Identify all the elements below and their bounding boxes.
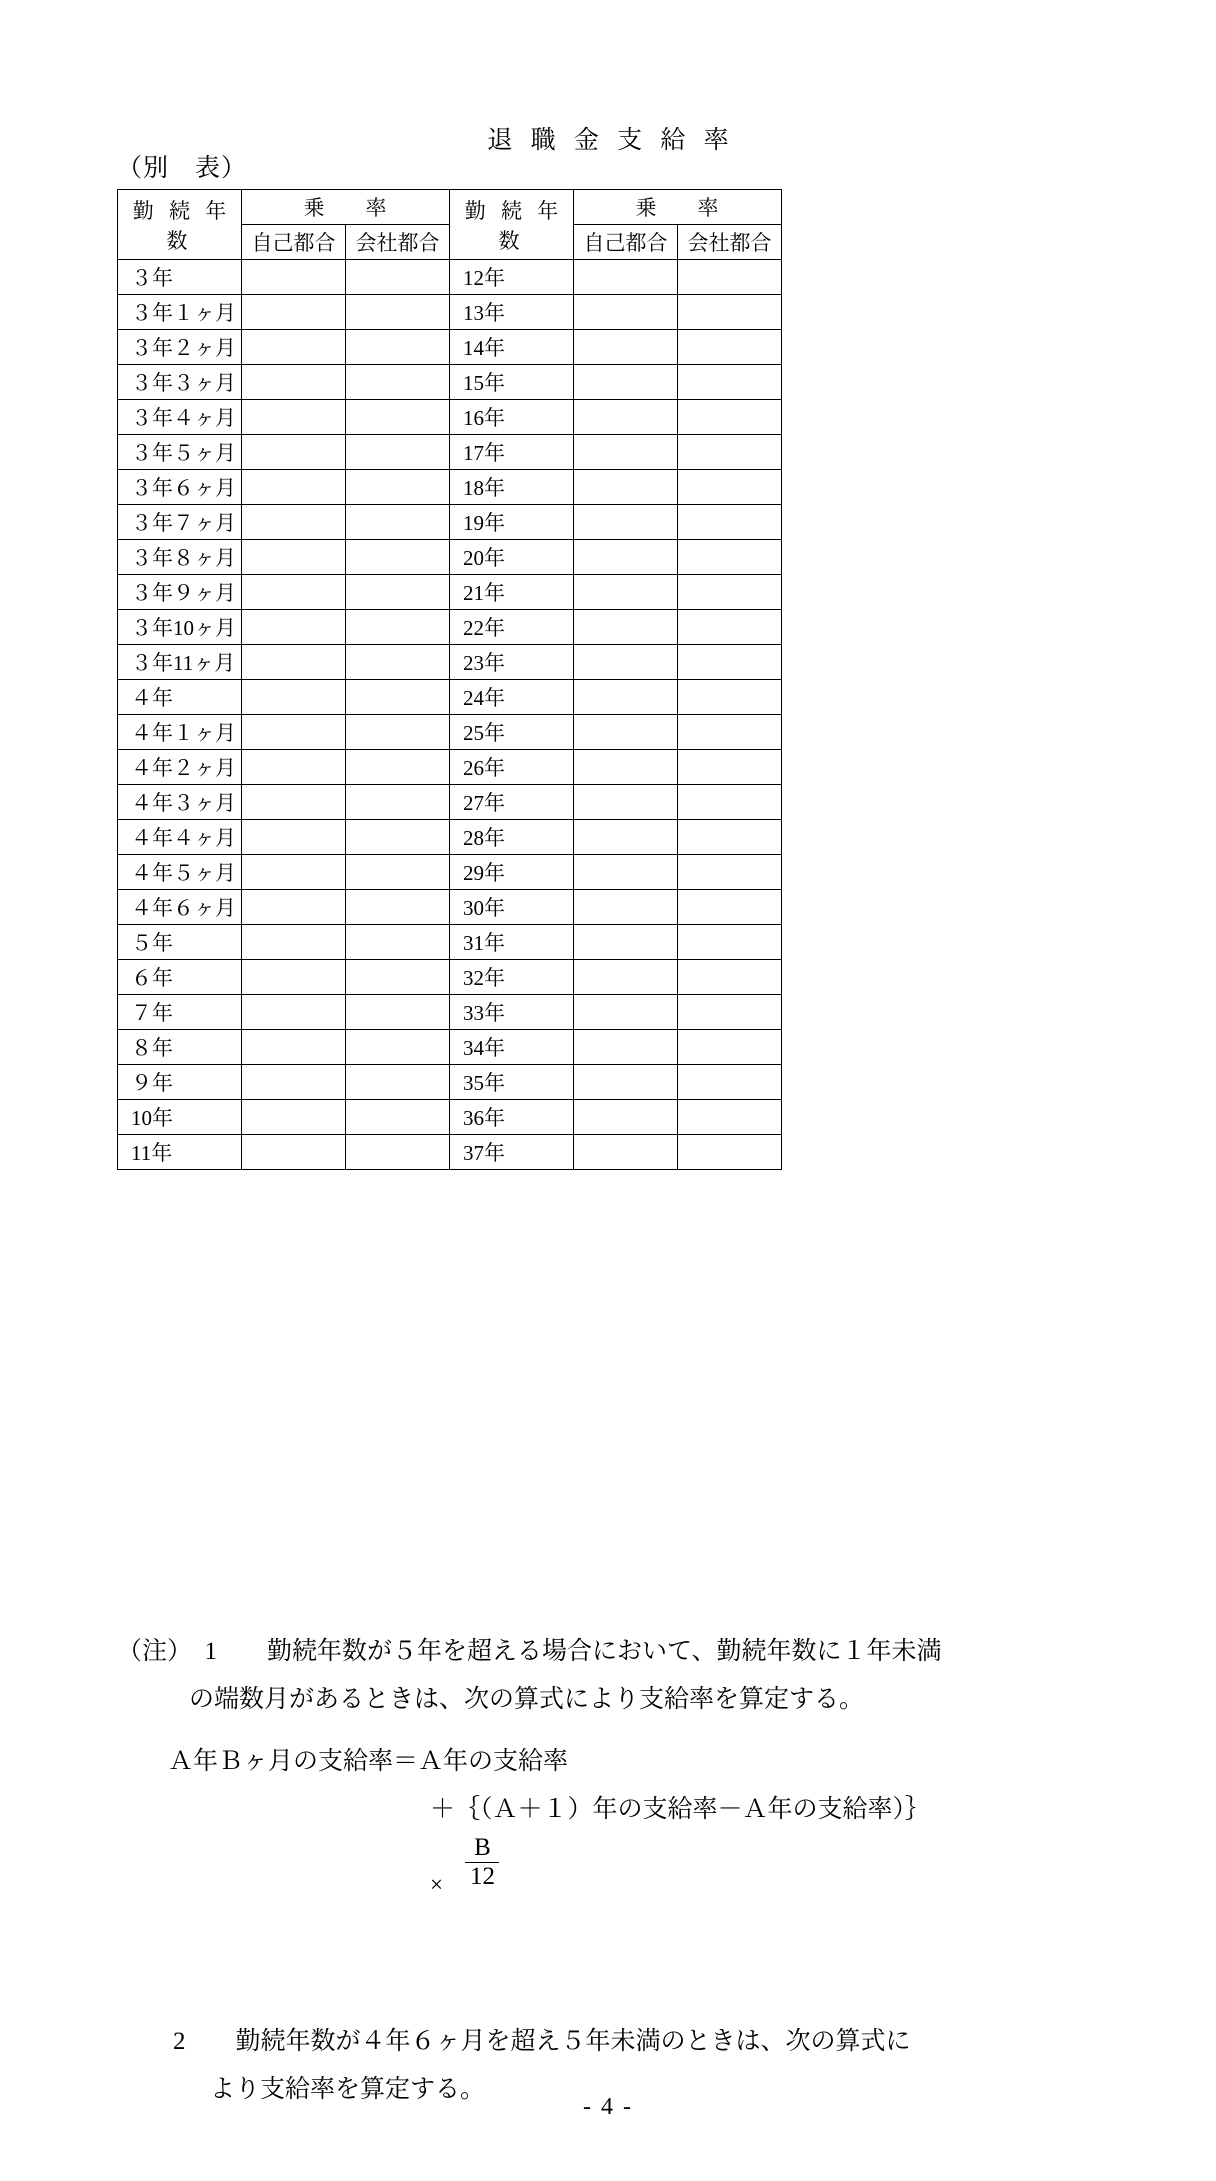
cell-company-rate-left [346,750,450,785]
cell-self-rate-left [242,435,346,470]
cell-self-rate-right [574,400,678,435]
cell-years-right: 28年 [450,820,574,855]
cell-company-rate-right [678,785,782,820]
cell-years-right: 35年 [450,1065,574,1100]
cell-self-rate-right [574,855,678,890]
cell-company-rate-right [678,855,782,890]
cell-company-rate-right [678,435,782,470]
cell-years-right: 34年 [450,1030,574,1065]
cell-self-rate-right [574,785,678,820]
cell-company-rate-right [678,260,782,295]
cell-company-rate-right [678,540,782,575]
cell-years-left: ３年11ヶ月 [118,645,242,680]
cell-company-rate-left [346,960,450,995]
cell-years-right: 37年 [450,1135,574,1170]
formula-fraction [430,1834,502,1898]
cell-self-rate-left [242,855,346,890]
cell-self-rate-left [242,1030,346,1065]
cell-self-rate-right [574,645,678,680]
cell-self-rate-left [242,260,346,295]
table-row [118,715,782,750]
cell-self-rate-right [574,540,678,575]
page-number: - 4 - [583,2094,633,2120]
cell-company-rate-right [678,400,782,435]
table-row [118,435,782,470]
formula-line-1: Ａ年Ｂヶ月の支給率＝Ａ年の支給率 [168,1748,569,1775]
cell-years-left: 11年 [118,1135,242,1170]
cell-self-rate-right [574,1065,678,1100]
cell-company-rate-right [678,1030,782,1065]
table-row [118,260,782,295]
cell-years-left: ３年 [118,260,242,295]
cell-self-rate-left [242,610,346,645]
header-rate-right-char1: 乗 [635,196,658,220]
cell-self-rate-right [574,750,678,785]
cell-self-rate-right [574,295,678,330]
cell-company-rate-left [346,645,450,680]
table-row [118,610,782,645]
cell-years-left: ３年８ヶ月 [118,540,242,575]
cell-self-rate-right [574,890,678,925]
cell-company-rate-left [346,1030,450,1065]
cell-years-left: ３年１ヶ月 [118,295,242,330]
cell-self-rate-left [242,470,346,505]
cell-company-rate-left [346,575,450,610]
cell-self-rate-right [574,680,678,715]
cell-company-rate-left [346,715,450,750]
cell-self-rate-right [574,995,678,1030]
severance-rate-table [117,189,782,1170]
table-row [118,330,782,365]
cell-self-rate-left [242,645,346,680]
table-header [118,190,782,260]
table-row [118,1030,782,1065]
cell-years-right: 25年 [450,715,574,750]
cell-years-right: 36年 [450,1100,574,1135]
header-company-right: 会社都合 [678,225,782,260]
cell-self-rate-left [242,715,346,750]
cell-self-rate-left [242,1065,346,1100]
cell-self-rate-right [574,435,678,470]
cell-years-right: 19年 [450,505,574,540]
cell-years-left: ８年 [118,1030,242,1065]
cell-years-left: ４年４ヶ月 [118,820,242,855]
cell-company-rate-right [678,1100,782,1135]
cell-company-rate-right [678,470,782,505]
cell-years-left: ３年４ヶ月 [118,400,242,435]
cell-company-rate-right [678,680,782,715]
table-row [118,505,782,540]
cell-years-left: ５年 [118,925,242,960]
cell-company-rate-right [678,995,782,1030]
table-row [118,890,782,925]
cell-company-rate-left [346,610,450,645]
cell-company-rate-right [678,365,782,400]
cell-years-right: 16年 [450,400,574,435]
table-header-row-1 [118,190,782,225]
table-row [118,855,782,890]
cell-self-rate-right [574,470,678,505]
cell-years-left: ４年 [118,680,242,715]
table-row [118,995,782,1030]
cell-company-rate-right [678,925,782,960]
cell-company-rate-left [346,1065,450,1100]
cell-company-rate-left [346,1100,450,1135]
note-2-line-1: 2 勤続年数が４年６ヶ月を超え５年未満のときは、次の算式に [173,2028,911,2055]
cell-company-rate-right [678,295,782,330]
cell-years-left: ４年３ヶ月 [118,785,242,820]
cell-company-rate-left [346,435,450,470]
cell-company-rate-right [678,960,782,995]
cell-years-right: 26年 [450,750,574,785]
cell-years-right: 15年 [450,365,574,400]
cell-years-right: 24年 [450,680,574,715]
table-row [118,785,782,820]
cell-self-rate-right [574,925,678,960]
cell-company-rate-right [678,575,782,610]
cell-years-right: 22年 [450,610,574,645]
cell-company-rate-right [678,330,782,365]
cell-company-rate-right [678,610,782,645]
cell-company-rate-left [346,540,450,575]
table-row [118,1065,782,1100]
fraction [463,1834,502,1892]
table-row [118,575,782,610]
cell-years-left: ３年10ヶ月 [118,610,242,645]
cell-self-rate-left [242,400,346,435]
table-row [118,365,782,400]
cell-company-rate-left [346,400,450,435]
table-row [118,680,782,715]
table-row [118,1135,782,1170]
cell-self-rate-right [574,505,678,540]
cell-company-rate-right [678,715,782,750]
cell-company-rate-left [346,680,450,715]
header-self-left: 自己都合 [242,225,346,260]
cell-self-rate-left [242,295,346,330]
cell-self-rate-left [242,330,346,365]
cell-self-rate-right [574,330,678,365]
cell-self-rate-right [574,365,678,400]
fraction-numerator: B [474,1834,491,1861]
table-row [118,645,782,680]
cell-company-rate-left [346,1135,450,1170]
cell-self-rate-left [242,820,346,855]
cell-self-rate-left [242,1100,346,1135]
cell-years-right: 32年 [450,960,574,995]
cell-company-rate-left [346,820,450,855]
table-row [118,540,782,575]
header-rate-left-char1: 乗 [303,196,326,220]
cell-years-left: ４年２ヶ月 [118,750,242,785]
cell-company-rate-left [346,995,450,1030]
cell-years-left: ４年５ヶ月 [118,855,242,890]
page-title: 退 職 金 支 給 率 [487,127,735,154]
appendix-label: （別 表） [117,155,248,182]
cell-years-left: ３年７ヶ月 [118,505,242,540]
cell-company-rate-right [678,820,782,855]
cell-self-rate-left [242,995,346,1030]
note-2-line-2: より支給率を算定する。 [210,2076,486,2103]
cell-years-right: 13年 [450,295,574,330]
cell-self-rate-left [242,750,346,785]
cell-company-rate-left [346,365,450,400]
cell-years-right: 30年 [450,890,574,925]
cell-self-rate-left [242,540,346,575]
cell-company-rate-left [346,925,450,960]
cell-company-rate-left [346,505,450,540]
table-row [118,1100,782,1135]
cell-self-rate-right [574,1135,678,1170]
cell-self-rate-left [242,365,346,400]
cell-company-rate-right [678,1135,782,1170]
cell-years-left: ３年９ヶ月 [118,575,242,610]
cell-company-rate-left [346,785,450,820]
header-years-right: 勤 続 年 数 [450,190,574,260]
cell-company-rate-right [678,505,782,540]
cell-company-rate-left [346,260,450,295]
cell-years-right: 29年 [450,855,574,890]
cell-self-rate-left [242,505,346,540]
cell-years-right: 21年 [450,575,574,610]
cell-years-left: ３年５ヶ月 [118,435,242,470]
cell-company-rate-left [346,890,450,925]
table-row [118,750,782,785]
cell-years-left: ４年６ヶ月 [118,890,242,925]
header-years-left: 勤 続 年 数 [118,190,242,260]
cell-self-rate-left [242,890,346,925]
header-self-right: 自己都合 [574,225,678,260]
cell-self-rate-left [242,575,346,610]
cell-company-rate-right [678,645,782,680]
cell-years-left: ７年 [118,995,242,1030]
cell-years-left: ６年 [118,960,242,995]
table-row [118,820,782,855]
cell-self-rate-right [574,1100,678,1135]
cell-self-rate-left [242,1135,346,1170]
header-rate-left [242,190,450,225]
multiplication-sign: × [430,1872,443,1898]
cell-years-left: 10年 [118,1100,242,1135]
header-rate-right [574,190,782,225]
cell-self-rate-right [574,575,678,610]
table-row [118,295,782,330]
cell-years-right: 31年 [450,925,574,960]
cell-years-right: 14年 [450,330,574,365]
cell-self-rate-right [574,610,678,645]
table-row [118,925,782,960]
cell-company-rate-left [346,470,450,505]
cell-years-right: 33年 [450,995,574,1030]
cell-years-left: ３年２ヶ月 [118,330,242,365]
cell-company-rate-left [346,855,450,890]
cell-self-rate-left [242,925,346,960]
cell-years-right: 18年 [450,470,574,505]
table-row [118,470,782,505]
table-row [118,960,782,995]
header-rate-left-char2: 率 [365,196,388,220]
cell-company-rate-left [346,330,450,365]
note-1-line-1: （注） 1 勤続年数が５年を超える場合において、勤続年数に１年未満 [117,1638,942,1665]
cell-company-rate-right [678,890,782,925]
cell-company-rate-left [346,295,450,330]
cell-company-rate-right [678,750,782,785]
cell-self-rate-right [574,820,678,855]
cell-years-right: 23年 [450,645,574,680]
cell-years-right: 20年 [450,540,574,575]
note-1-line-2: の端数月があるときは、次の算式により支給率を算定する。 [189,1686,865,1713]
fraction-denominator: 12 [469,1863,495,1891]
cell-years-left: ９年 [118,1065,242,1100]
cell-self-rate-right [574,1030,678,1065]
cell-self-rate-right [574,715,678,750]
cell-self-rate-right [574,260,678,295]
cell-self-rate-right [574,960,678,995]
cell-years-right: 17年 [450,435,574,470]
header-company-left: 会社都合 [346,225,450,260]
cell-self-rate-left [242,680,346,715]
cell-self-rate-left [242,785,346,820]
cell-years-right: 27年 [450,785,574,820]
formula-line-2: ＋｛（Ａ＋１）年の支給率－Ａ年の支給率）｝ [430,1796,931,1823]
cell-years-left: ３年６ヶ月 [118,470,242,505]
cell-years-right: 12年 [450,260,574,295]
cell-self-rate-left [242,960,346,995]
table-body [118,260,782,1170]
cell-years-left: ４年１ヶ月 [118,715,242,750]
table-row [118,400,782,435]
cell-years-left: ３年３ヶ月 [118,365,242,400]
cell-company-rate-right [678,1065,782,1100]
header-rate-right-char2: 率 [697,196,720,220]
